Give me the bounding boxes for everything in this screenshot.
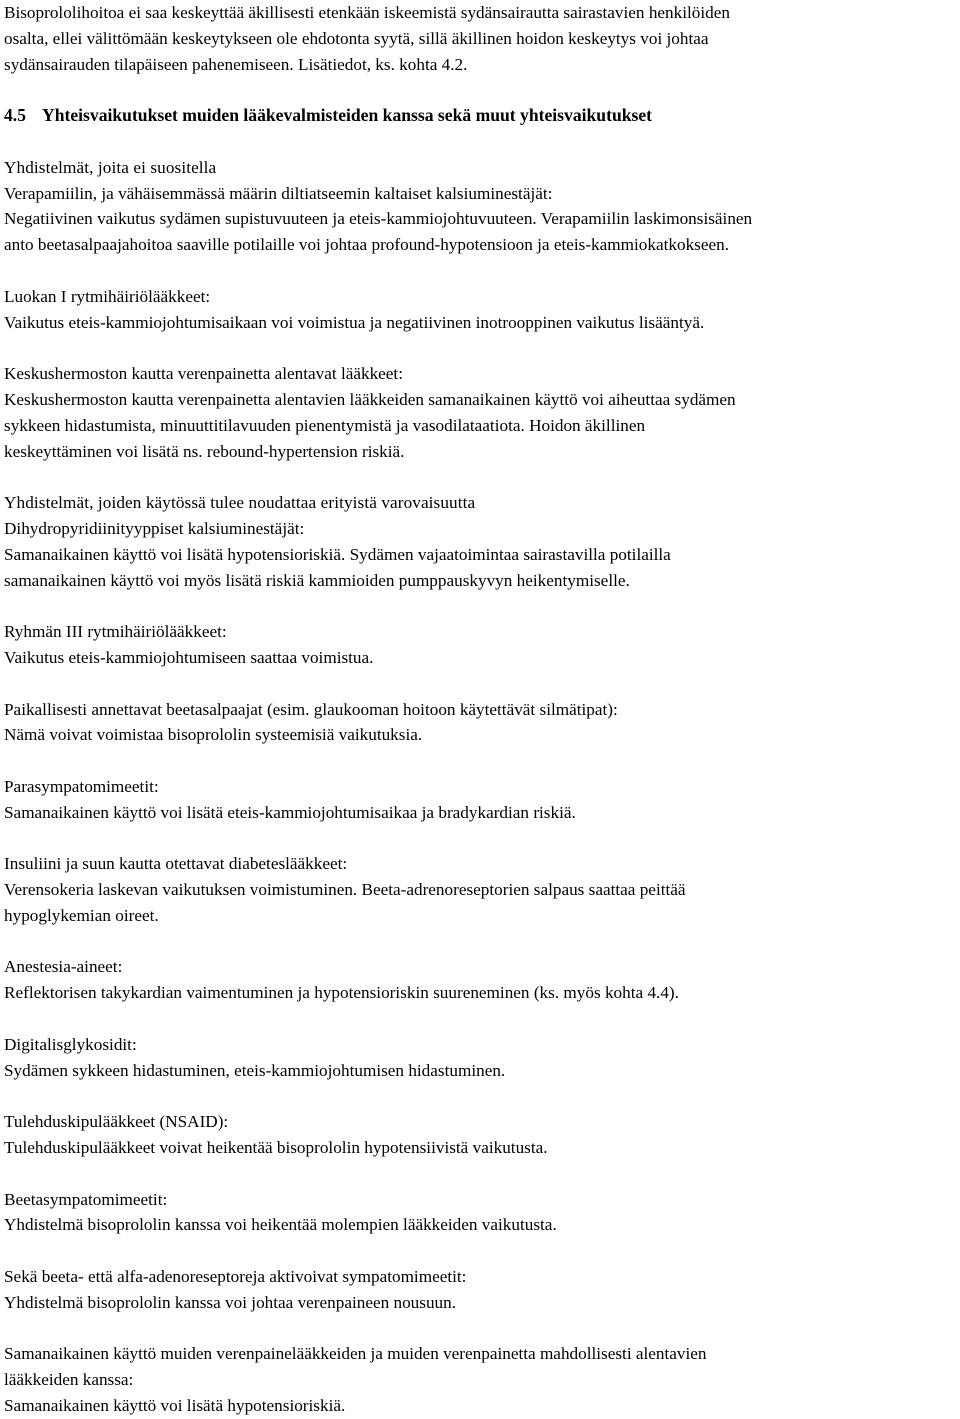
- paragraph-line: Parasympatomimeetit:: [4, 776, 159, 796]
- intro-line: Bisoprololihoitoa ei saa keskeyttää äkillisesti etenkään iskeemistä sydänsairautta sairastavien henkilöiden: [4, 3, 730, 22]
- paragraph-nsaid: [4, 1109, 954, 1161]
- section-heading: [4, 103, 954, 129]
- paragraph-line: Samanaikainen käyttö voi lisätä eteis-kammiojohtumisaikaa ja bradykardian riskiä.: [4, 802, 576, 822]
- paragraph-line: Tulehduskipulääkkeet voivat heikentää bisoprololin hypotensiivistä vaikutusta.: [4, 1138, 548, 1158]
- paragraph-class-i: [4, 284, 954, 336]
- intro-line: osalta, ellei välittömään keskeytykseen ole ehdotonta syytä, sillä äkillinen hoidon keskeytys voi johtaa: [4, 28, 709, 48]
- paragraph-not-recommended: [4, 155, 954, 258]
- paragraph-line: Ryhmän III rytmihäiriölääkkeet:: [4, 622, 227, 642]
- paragraph-line: Verapamiilin, ja vähäisemmässä määrin diltiatseemin kaltaiset kalsiuminestäjät:: [4, 183, 553, 203]
- paragraph-line: Samanaikainen käyttö muiden verenpainelääkkeiden ja muiden verenpainetta mahdollisesti alentavien: [4, 1344, 707, 1364]
- paragraph-parasympathomimetics: [4, 774, 954, 826]
- spacer: [4, 826, 954, 852]
- paragraph-other-antihypertensives: [4, 1341, 954, 1418]
- spacer: [4, 929, 954, 955]
- section-number: 4.5: [4, 105, 26, 126]
- spacer: [4, 1238, 954, 1264]
- paragraph-line: Anestesia-aineet:: [4, 957, 123, 977]
- paragraph-insulin: [4, 851, 954, 928]
- paragraph-line: Yhdistelmä bisoprololin kanssa voi heikentää molempien lääkkeiden vaikutusta.: [4, 1215, 557, 1235]
- paragraph-line: Beetasympatomimeetit:: [4, 1189, 168, 1209]
- intro-line: sydänsairauden tilapäiseen pahenemiseen. Lisätiedot, ks. kohta 4.2.: [4, 54, 468, 74]
- paragraph-line: Negatiivinen vaikutus sydämen supistuvuuteen ja eteis-kammiojohtuvuuteen. Verapamiilin laskimonsisäinen: [4, 209, 753, 229]
- paragraph-central: [4, 361, 954, 464]
- paragraph-line: Vaikutus eteis-kammiojohtumisaikaan voi voimistua ja negatiivinen inotrooppinen vaikutus lisääntyä.: [4, 312, 705, 332]
- spacer: [4, 1006, 954, 1032]
- paragraph-line: Insuliini ja suun kautta otettavat diabeteslääkkeet:: [4, 854, 348, 874]
- paragraph-line: Tulehduskipulääkkeet (NSAID):: [4, 1112, 229, 1132]
- paragraph-line: Vaikutus eteis-kammiojohtumiseen saattaa voimistua.: [4, 647, 374, 667]
- paragraph-beta-sympathomimetics: [4, 1187, 954, 1239]
- paragraph-alpha-beta-sympathomimetics: [4, 1264, 954, 1316]
- spacer: [4, 1083, 954, 1109]
- paragraph-line: Digitalisglykosidit:: [4, 1034, 137, 1054]
- spacer: [4, 335, 954, 361]
- spacer: [4, 464, 954, 490]
- spacer: [4, 258, 954, 284]
- paragraph-anesthetics: [4, 954, 954, 1006]
- spacer: [4, 671, 954, 697]
- spacer: [4, 748, 954, 774]
- paragraph-line: Luokan I rytmihäiriölääkkeet:: [4, 286, 211, 306]
- spacer: [4, 1316, 954, 1342]
- intro-paragraph: [4, 0, 954, 77]
- paragraph-line: hypoglykemian oireet.: [4, 905, 159, 925]
- paragraph-class-iii: [4, 619, 954, 671]
- paragraph-local-beta-blockers: [4, 697, 954, 749]
- paragraph-line: Nämä voivat voimistaa bisoprololin systeemisiä vaikutuksia.: [4, 725, 423, 745]
- paragraph-line: sykkeen hidastumista, minuuttitilavuuden pienentymistä ja vasodilataatiota. Hoidon äkillinen: [4, 415, 646, 435]
- paragraph-digitalis: [4, 1032, 954, 1084]
- paragraph-line: keskeyttäminen voi lisätä ns. rebound-hypertension riskiä.: [4, 441, 405, 461]
- paragraph-line: Sekä beeta- että alfa-adenoreseptoreja aktivoivat sympatomimeetit:: [4, 1267, 467, 1287]
- paragraph-line: anto beetasalpaajahoitoa saaville potilaille voi johtaa profound-hypotensioon ja eteis-kammiokatkokseen.: [4, 235, 729, 255]
- spacer: [4, 593, 954, 619]
- spacer: [4, 129, 954, 155]
- paragraph-line: Yhdistelmä bisoprololin kanssa voi johtaa verenpaineen nousuun.: [4, 1292, 457, 1312]
- spacer: [4, 1161, 954, 1187]
- subheading: Yhdistelmät, joiden käytössä tulee noudattaa erityistä varovaisuutta: [4, 493, 476, 513]
- paragraph-line: Samanaikainen käyttö voi lisätä hypotensioriskiä.: [4, 1396, 346, 1416]
- paragraph-line: lääkkeiden kanssa:: [4, 1370, 134, 1390]
- paragraph-caution: [4, 490, 954, 593]
- section-title: Yhteisvaikutukset muiden lääkevalmisteiden kanssa sekä muut yhteisvaikutukset: [42, 105, 653, 126]
- paragraph-line: Verensokeria laskevan vaikutuksen voimistuminen. Beeta-adrenoreseptorien salpaus saattaa peittää: [4, 880, 686, 900]
- paragraph-line: Dihydropyridiinityyppiset kalsiuminestäjät:: [4, 518, 305, 538]
- paragraph-line: Paikallisesti annettavat beetasalpaajat (esim. glaukooman hoitoon käytettävät silmätipat):: [4, 699, 618, 719]
- paragraph-line: Keskushermoston kautta verenpainetta alentavat lääkkeet:: [4, 364, 403, 384]
- paragraph-line: samanaikainen käyttö voi myös lisätä riskiä kammioiden pumppauskyvyn heikentymiselle.: [4, 570, 630, 590]
- spacer: [4, 77, 954, 103]
- paragraph-line: Reflektorisen takykardian vaimentuminen ja hypotensioriskin suureneminen (ks. myös kohta 4.4).: [4, 983, 679, 1003]
- paragraph-line: Samanaikainen käyttö voi lisätä hypotensioriskiä. Sydämen vajaatoimintaa sairastavilla potilailla: [4, 544, 671, 564]
- paragraph-line: Keskushermoston kautta verenpainetta alentavien lääkkeiden samanaikainen käyttö voi aiheuttaa sydämen: [4, 389, 736, 409]
- subheading: Yhdistelmät, joita ei suositella: [4, 157, 217, 177]
- paragraph-line: Sydämen sykkeen hidastuminen, eteis-kammiojohtumisen hidastuminen.: [4, 1060, 506, 1080]
